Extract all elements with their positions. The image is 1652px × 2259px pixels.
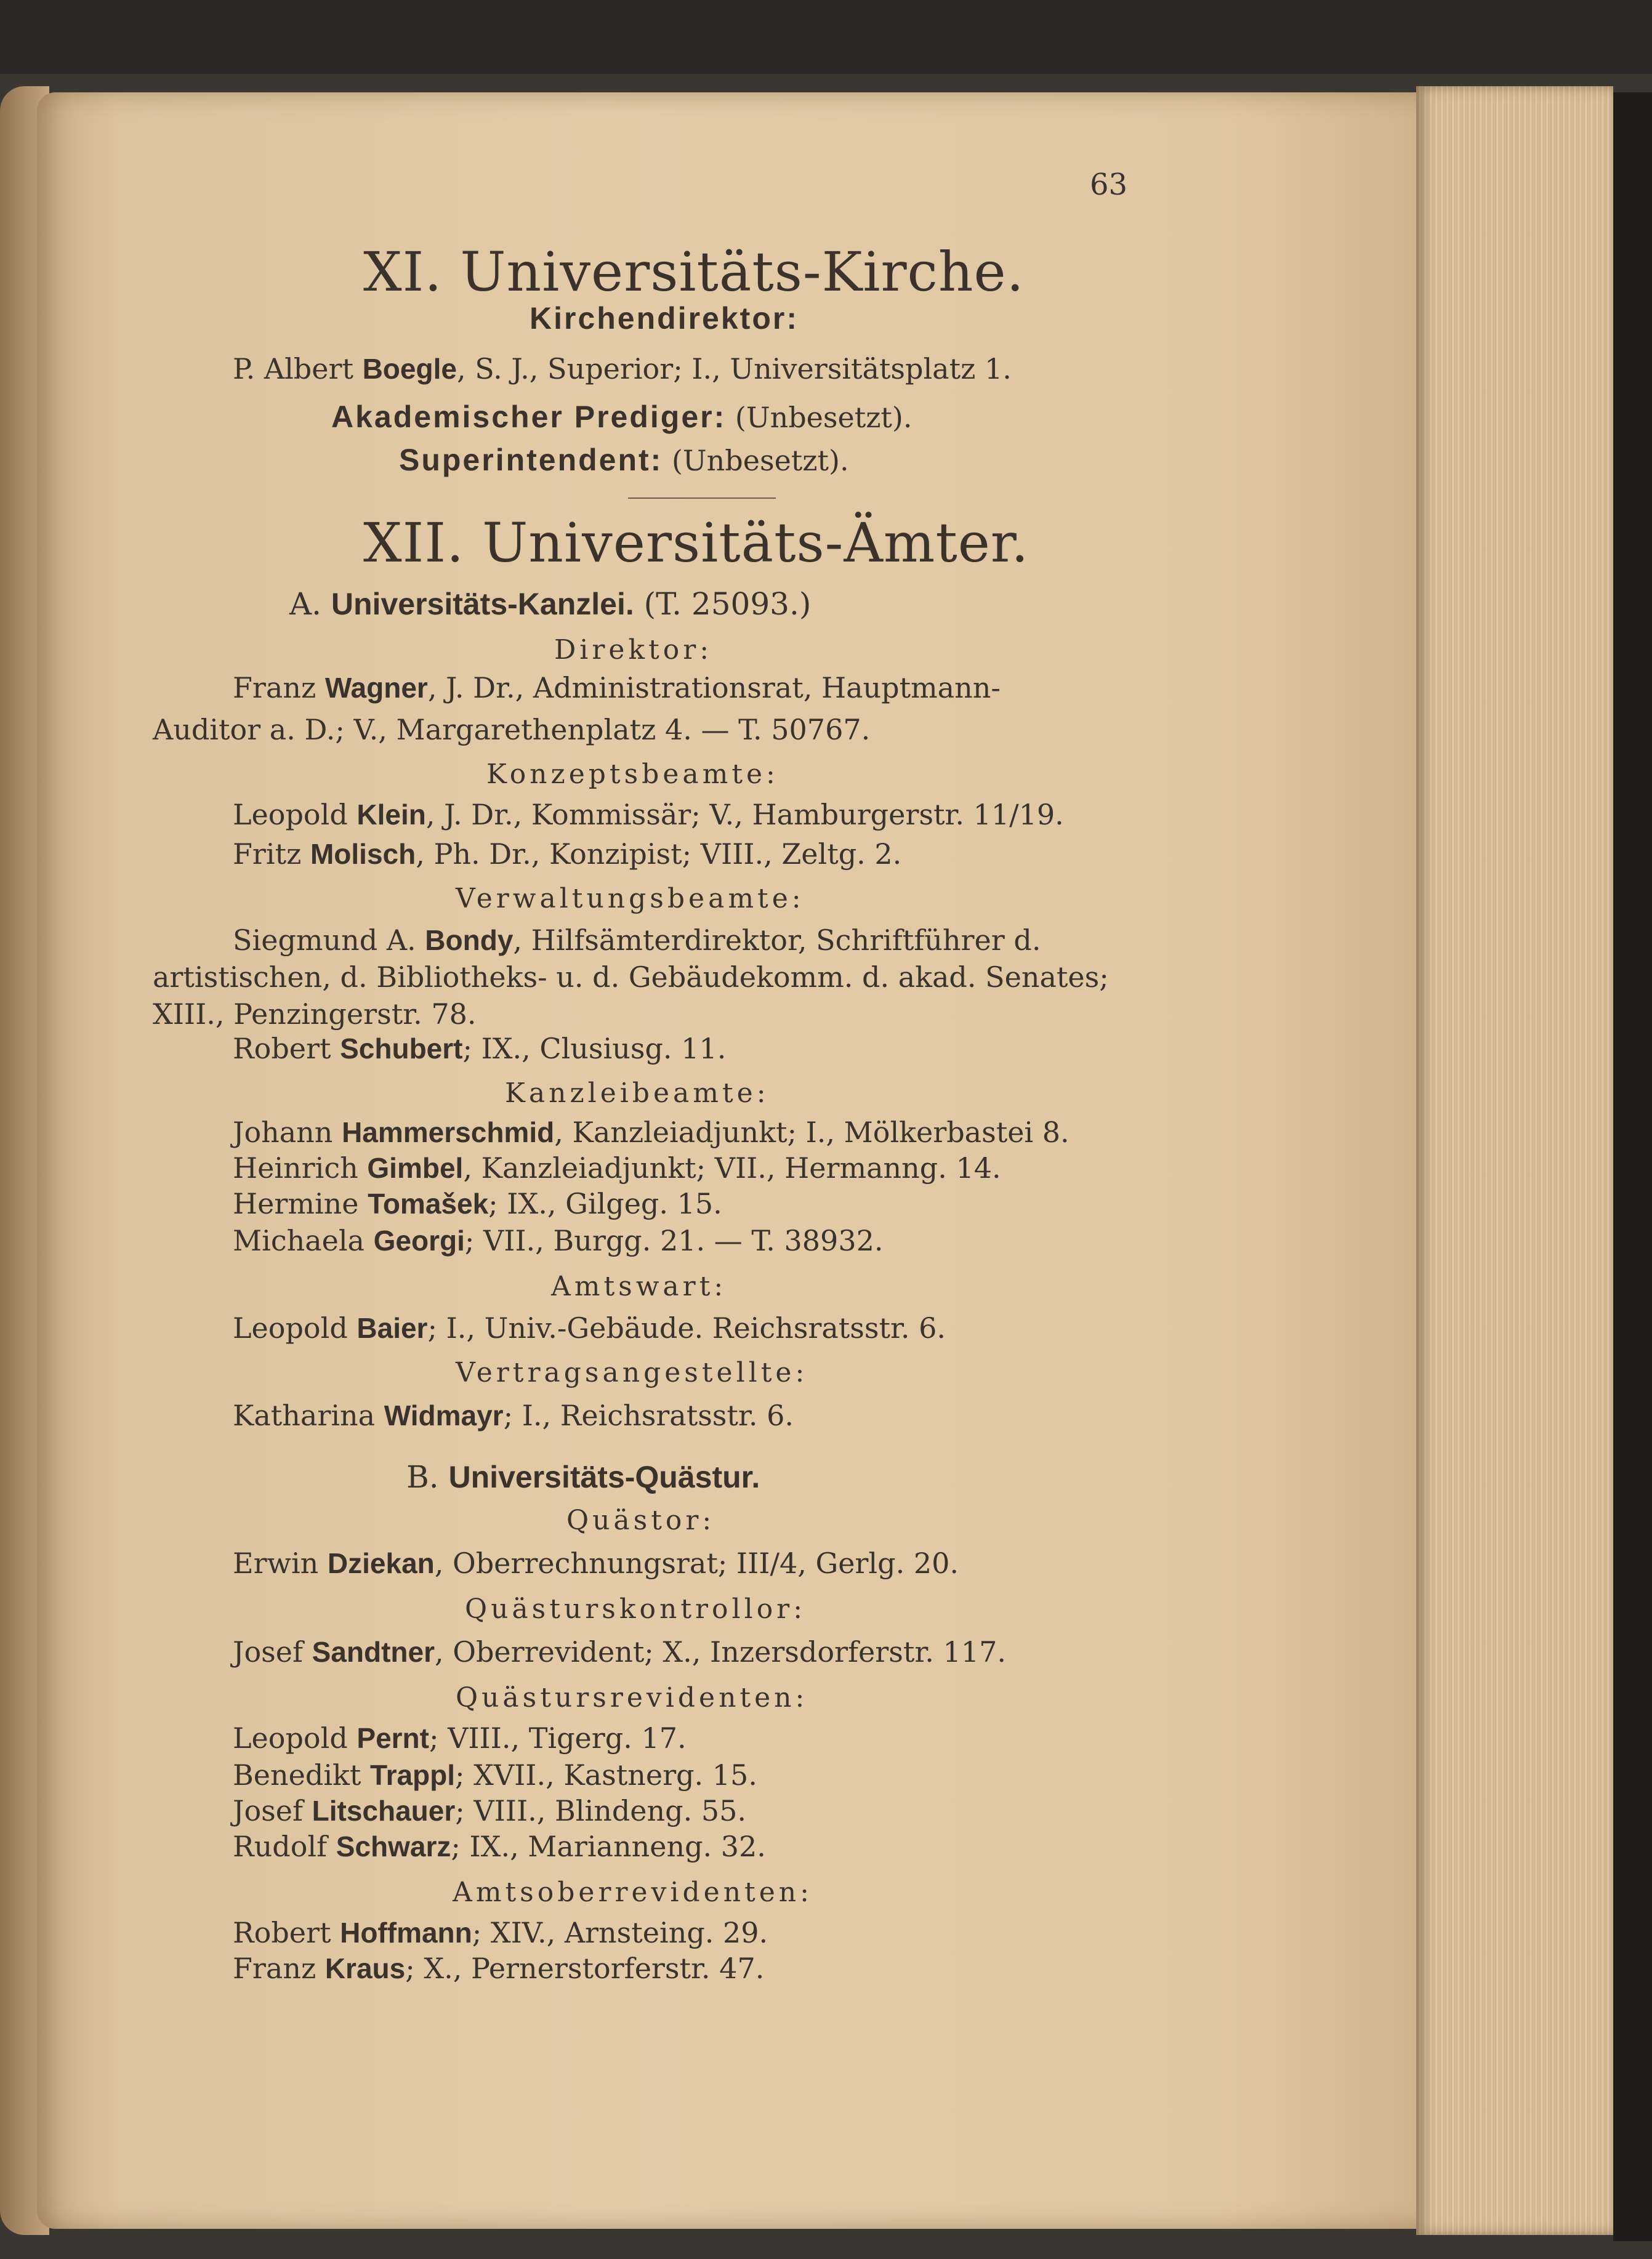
section-divider [628,497,776,499]
kirchendirektor-entry: P. Albert Boegle, S. J., Superior; I., Universitätsplatz 1. [233,352,1012,385]
list-item: Michaela Georgi; VII., Burgg. 21. — T. 38932. [233,1224,884,1257]
list-item: Franz Kraus; X., Pernerstorferstr. 47. [233,1952,765,1985]
direktor-line-2: Auditor a. D.; V., Margarethenplatz 4. — T. 50767. [153,713,871,746]
section-xii-title: XII. Universitäts-Ämter. [363,511,1029,574]
verwaltung-line-2: artistischen, d. Bibliotheks- u. d. Gebäudekomm. d. akad. Senates; [153,960,1109,994]
kanzleibeamte-label: Kanzleibeamte: [505,1077,770,1109]
list-item: Leopold Pernt; VIII., Tigerg. 17. [233,1721,687,1755]
amtswart-entry: Leopold Baier; I., Univ.-Gebäude. Reichsratsstr. 6. [233,1311,946,1345]
list-item: Johann Hammerschmid, Kanzleiadjunkt; I., Mölkerbastei 8. [233,1116,1070,1149]
kontrollor-entry: Josef Sandtner, Oberrevident; X., Inzersdorferstr. 117. [233,1635,1006,1669]
direktor-label: Direktor: [554,634,713,666]
kirchendirektor-label: Kirchendirektor: [530,301,799,336]
list-item: Benedikt Trappl; XVII., Kastnerg. 15. [233,1758,757,1792]
vertrag-entry: Katharina Widmayr; I., Reichsratsstr. 6. [233,1399,794,1432]
superintendent-entry: Superintendent: (Unbesetzt). [399,443,849,477]
list-item: Josef Litschauer; VIII., Blindeng. 55. [233,1794,746,1827]
direktor-line-1: Franz Wagner, J. Dr., Administrationsrat, Hauptmann- [233,671,1001,704]
list-item: Rudolf Schwarz; IX., Marianneng. 32. [233,1830,766,1863]
revidenten-label: Quästursrevidenten: [456,1682,808,1713]
list-item: Fritz Molisch, Ph. Dr., Konzipist; VIII., Zeltg. 2. [233,837,902,871]
list-item: Leopold Klein, J. Dr., Kommissär; V., Hamburgerstr. 11/19. [233,798,1064,831]
verwaltung-line-3: XIII., Penzingerstr. 78. [153,997,477,1031]
page-stack-edge [1416,86,1613,2235]
verwaltung-line-1: Siegmund A. Bondy, Hilfsämterdirektor, Schriftführer d. [233,924,1041,957]
vertrag-label: Vertragsangestellte: [456,1357,808,1388]
list-item: Heinrich Gimbel, Kanzleiadjunkt; VII., Hermanng. 14. [233,1151,1001,1185]
page-number: 63 [1090,167,1128,202]
section-xi-title: XI. Universitäts-Kirche. [363,240,1025,304]
kontrollor-label: Quästurskontrollor: [465,1593,807,1625]
list-item: Hermine Tomašek; IX., Gilgeg. 15. [233,1187,722,1220]
quaestor-entry: Erwin Dziekan, Oberrechnungsrat; III/4, Gerlg. 20. [233,1547,959,1580]
verwaltung-label: Verwaltungsbeamte: [456,883,805,914]
konzept-label: Konzeptsbeamte: [486,759,779,790]
oberrevidenten-label: Amtsoberrevidenten: [453,1877,813,1908]
verwaltung-line-4: Robert Schubert; IX., Clusiusg. 11. [233,1032,727,1065]
kanzlei-heading: A. Universitäts-Kanzlei. (T. 25093.) [289,586,812,622]
quaestur-heading: B. Universitäts-Quästur. [406,1459,760,1495]
amtswart-label: Amtswart: [551,1271,727,1302]
quaestor-label: Quästor: [566,1505,715,1536]
prediger-entry: Akademischer Prediger: (Unbesetzt). [331,400,913,434]
list-item: Robert Hoffmann; XIV., Arnsteing. 29. [233,1916,768,1949]
book-cover-edge [1613,92,1652,2241]
